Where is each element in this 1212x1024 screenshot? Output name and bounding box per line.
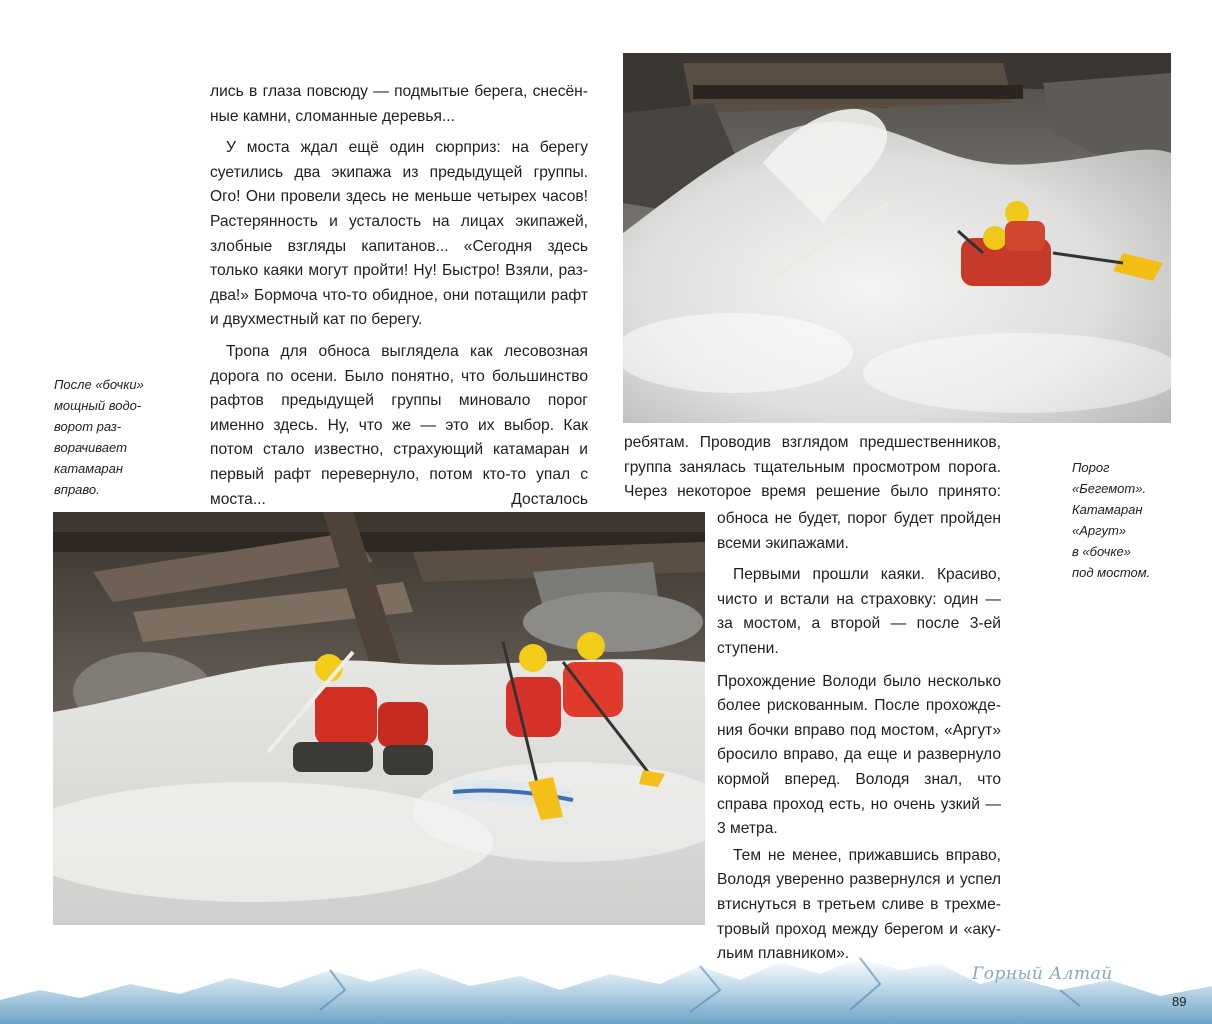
text-line: Через некоторое время решение было принято:: [624, 483, 1001, 501]
caption-line: После «бочки»: [54, 377, 144, 392]
paragraph: У моста ждал ещё один сюрприз: на берегу суетились два экипажа из предыдущей группы. Ого! Они провели здесь не меньше четырех часов! Растерянность и усталость на лицах экипажей, злобные взгляды капитанов... «Сегодня здесь только каяки могут пройти! Ну! Быстро! Взяли, раз-два!» Бормоча что-то обидное, они потащили рафт и двухместный кат по берегу.: [210, 139, 588, 329]
photo-raft-crew: [53, 512, 705, 925]
text-line: ребятам. Проводив взглядом предшественников,: [624, 434, 1001, 451]
paragraph: Первыми прошли каяки. Красиво, чисто и встали на страховку: один — за мостом, а второй — после 3-ей ступени.: [717, 566, 1001, 657]
paragraph: Прохождение Володи было несколько более рискованным. После прохождения бочки вправо под мостом, «Аргут» бросило вправо, да еще и развернуло кормой вперед. Володя знал, что справа проход есть, но очень узкий — 3 метра.: [717, 672, 1001, 838]
paragraph: лись в глаза повсюду — подмытые берега, снесённые камни, сломанные деревья...: [210, 83, 588, 125]
caption-line: вправо.: [54, 482, 100, 497]
caption-line: катамаран: [54, 461, 124, 476]
caption-line: Катамаран: [1072, 502, 1143, 517]
photo-caption-right: [1072, 457, 1150, 583]
paragraph: обноса не будет, порог будет пройден всеми экипажами.: [717, 510, 1001, 552]
caption-line: ворачивает: [54, 440, 127, 455]
caption-line: в «бочке»: [1072, 544, 1131, 559]
text-line: группа занялась тщательным просмотром порога.: [624, 458, 1001, 476]
text-column-mid: [624, 431, 1001, 505]
photo-caption-left: [54, 374, 144, 500]
caption-line: Порог: [1072, 460, 1110, 475]
text-column-right: [717, 507, 1001, 967]
paragraph: Тропа для обноса выглядела как лесовозная дорога по осени. Было понятно, что большинство рафтов предыдущей группы миновало порог именно здесь. Ну, что же — это их выбор. Как потом стало известно, страхующий катамаран и первый рафт перевернуло, потом кто-то упал с моста... Досталось: [210, 342, 588, 508]
photo-catamaran-in-hole: [623, 53, 1171, 423]
caption-line: ворот раз-: [54, 419, 122, 434]
caption-line: мощный водо-: [54, 398, 142, 413]
paragraph: Тем не менее, прижавшись вправо, Володя уверенно развернулся и успел втиснуться в третьем сливе в трехметровый проход между берегом и «акульим плавником».: [717, 846, 1001, 963]
caption-line: «Бегемот».: [1072, 481, 1147, 496]
caption-line: под мостом.: [1072, 565, 1151, 580]
page-number: 89: [1172, 994, 1187, 1009]
running-title: Горный Алтай: [972, 964, 1113, 984]
caption-line: «Аргут»: [1072, 523, 1127, 538]
text-column-left: [210, 80, 588, 512]
